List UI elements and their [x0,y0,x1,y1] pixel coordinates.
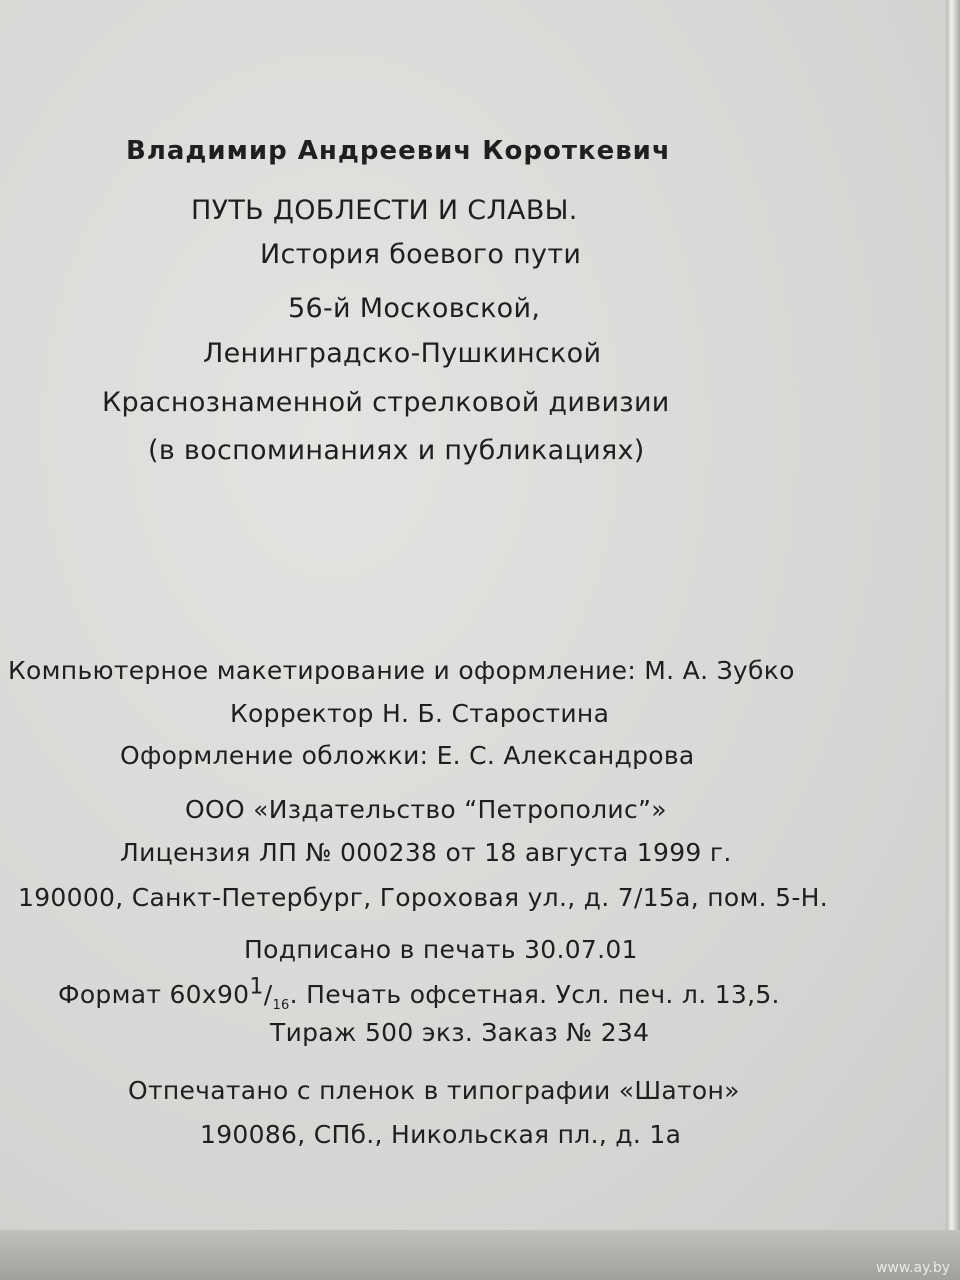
printer-line-2: 190086, СПб., Никольская пл., д. 1а [200,1120,682,1149]
background-strip [0,1230,960,1280]
publisher-address: 190000, Санкт-Петербург, Гороховая ул., д. 7/15а, пом. 5-Н. [18,883,828,912]
format-suffix: . Печать офсетная. Усл. печ. л. 13,5. [289,980,780,1009]
signed-to-print: Подписано в печать 30.07.01 [244,935,638,964]
credit-cover: Оформление обложки: Е. С. Александрова [120,741,695,770]
subtitle-line-1: История боевого пути [260,239,582,270]
subtitle-line-4: Краснознаменной стрелковой дивизии [102,387,670,418]
print-run: Тираж 500 экз. Заказ № 234 [270,1018,650,1047]
format-prefix: Формат 60х90 [58,980,250,1009]
credit-corrector: Корректор Н. Б. Старостина [230,699,610,728]
format-slash: / [263,980,273,1009]
author-name: Владимир Андреевич Короткевич [126,136,671,166]
subtitle-line-3: Ленинградско-Пушкинской [203,338,602,369]
format-subscript: 16 [272,998,290,1013]
page-edge [946,0,960,1230]
format-superscript: 1 [249,974,264,1000]
publisher-license: Лицензия ЛП № 000238 от 18 августа 1999 г. [120,838,732,867]
subtitle-line-2: 56-й Московской, [288,293,541,324]
print-format [58,974,780,1021]
publisher-name: ООО «Издательство “Петрополис”» [185,795,667,824]
credit-layout: Компьютерное макетирование и оформление: М. А. Зубко [8,656,795,685]
book-title: ПУТЬ ДОБЛЕСТИ И СЛАВЫ. [191,195,578,226]
site-watermark: www.ay.by [875,1260,950,1276]
subtitle-line-5: (в воспоминаниях и публикациях) [148,435,645,466]
printer-line-1: Отпечатано с пленок в типографии «Шатон» [128,1076,740,1105]
